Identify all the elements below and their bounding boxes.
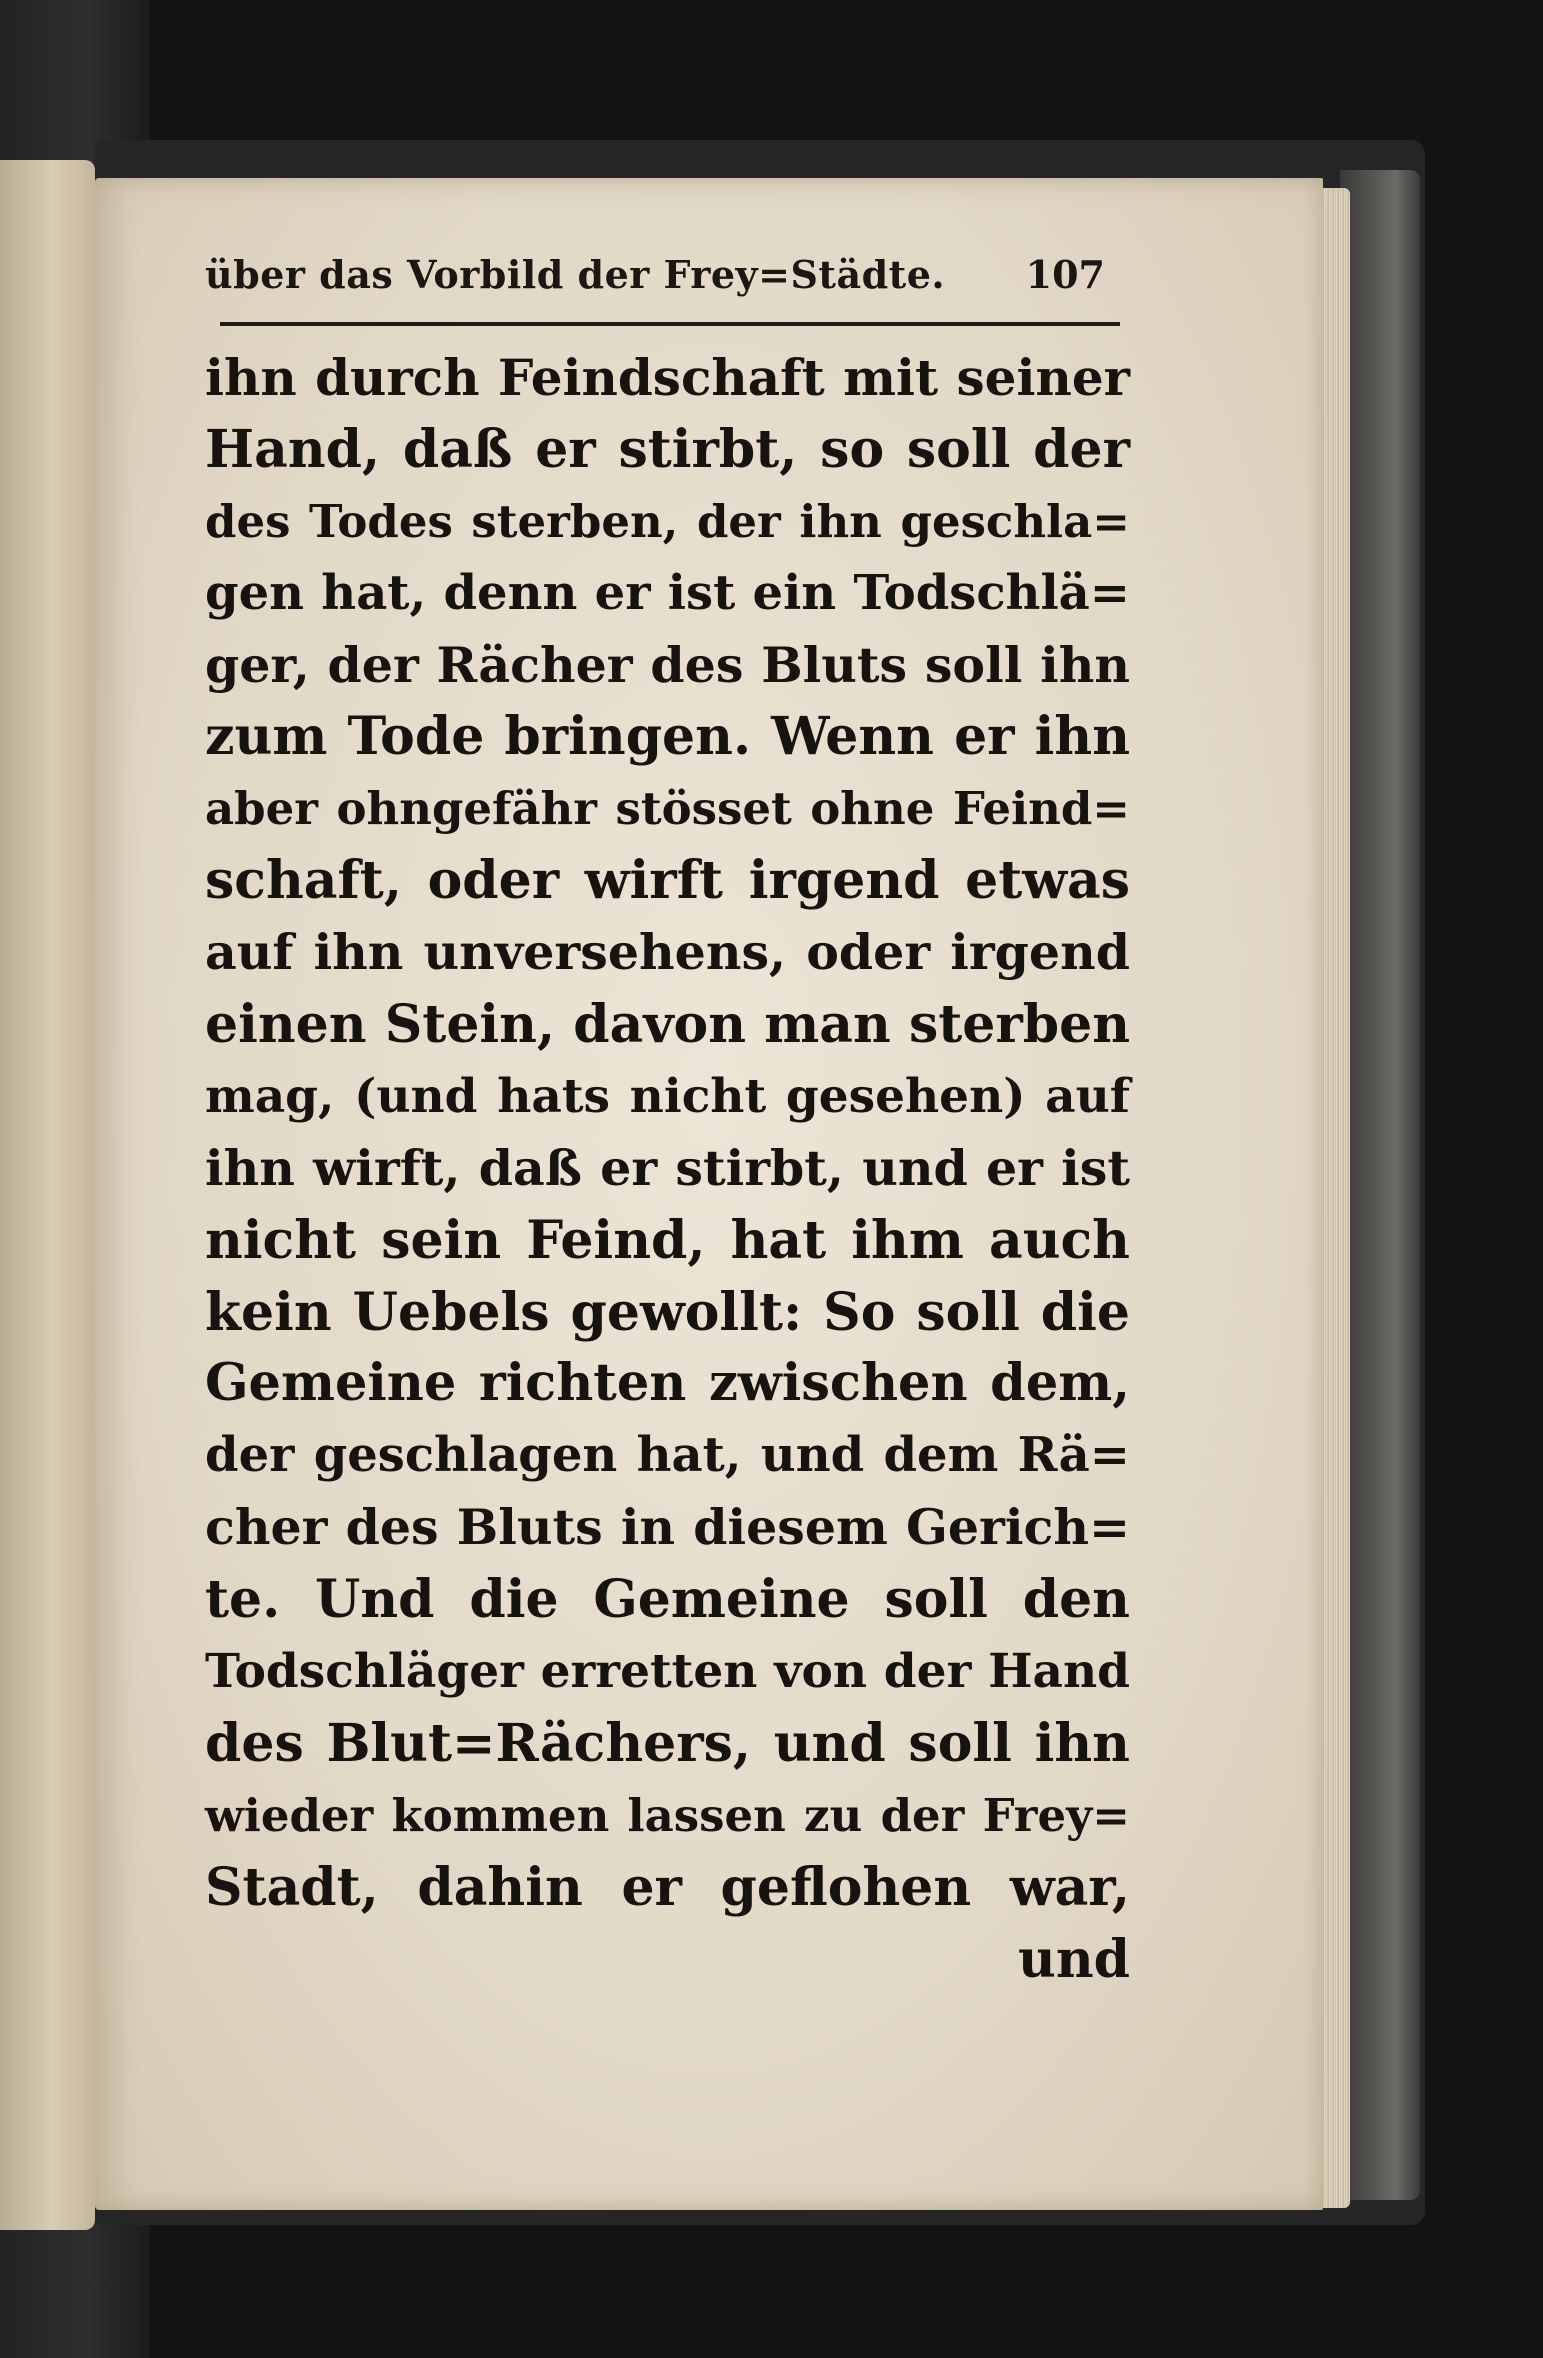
text-line: Gemeine richten zwischen dem, xyxy=(205,1353,1130,1414)
text-line: einen Stein, davon man sterben xyxy=(205,994,1130,1056)
text-line: aber ohngefähr stösset ohne Feind= xyxy=(205,782,1130,836)
text-line: auf ihn unversehens, oder irgend xyxy=(205,923,1130,982)
text-line: der geschlagen hat, und dem Rä= xyxy=(205,1427,1130,1484)
text-line: nicht sein Feind, hat ihm auch xyxy=(205,1209,1130,1271)
text-line: cher des Bluts in diesem Gerich= xyxy=(205,1498,1130,1557)
text-line: Stadt, dahin er geflohen war, xyxy=(205,1856,1130,1918)
text-line: ger, der Rächer des Bluts soll ihn xyxy=(205,635,1130,694)
text-line: zum Tode bringen. Wenn er ihn xyxy=(205,706,1130,768)
text-line: Todschläger erretten von der Hand xyxy=(205,1644,1130,1700)
text-line: ihn durch Feindschaft mit seiner xyxy=(205,348,1130,407)
header-rule xyxy=(220,322,1120,326)
text-line: mag, (und hats nicht gesehen) auf xyxy=(205,1068,1130,1124)
catchword: und xyxy=(1018,1928,1130,1990)
text-line: Hand, daß er stirbt, so soll der xyxy=(205,418,1130,480)
running-title: über das Vorbild der Frey=Städte. xyxy=(205,252,946,297)
text-line: wieder kommen lassen zu der Frey= xyxy=(205,1788,1130,1842)
previous-page-edge xyxy=(0,160,95,2230)
text-line: ihn wirft, daß er stirbt, und er ist xyxy=(205,1138,1130,1197)
cover-edge-right xyxy=(1340,170,1420,2200)
running-header xyxy=(205,252,1105,312)
text-line: des Todes sterben, der ihn geschla= xyxy=(205,494,1130,548)
text-line: gen hat, denn er ist ein Todschlä= xyxy=(205,564,1130,621)
page-number: 107 xyxy=(1025,252,1105,297)
body-text xyxy=(205,342,1130,1995)
text-line: schaft, oder wirft irgend etwas xyxy=(205,850,1130,912)
text-line: des Blut=Rächers, und soll ihn xyxy=(205,1712,1130,1774)
text-line: kein Uebels gewollt: So soll die xyxy=(205,1281,1130,1343)
text-line: te. Und die Gemeine soll den xyxy=(205,1569,1130,1631)
